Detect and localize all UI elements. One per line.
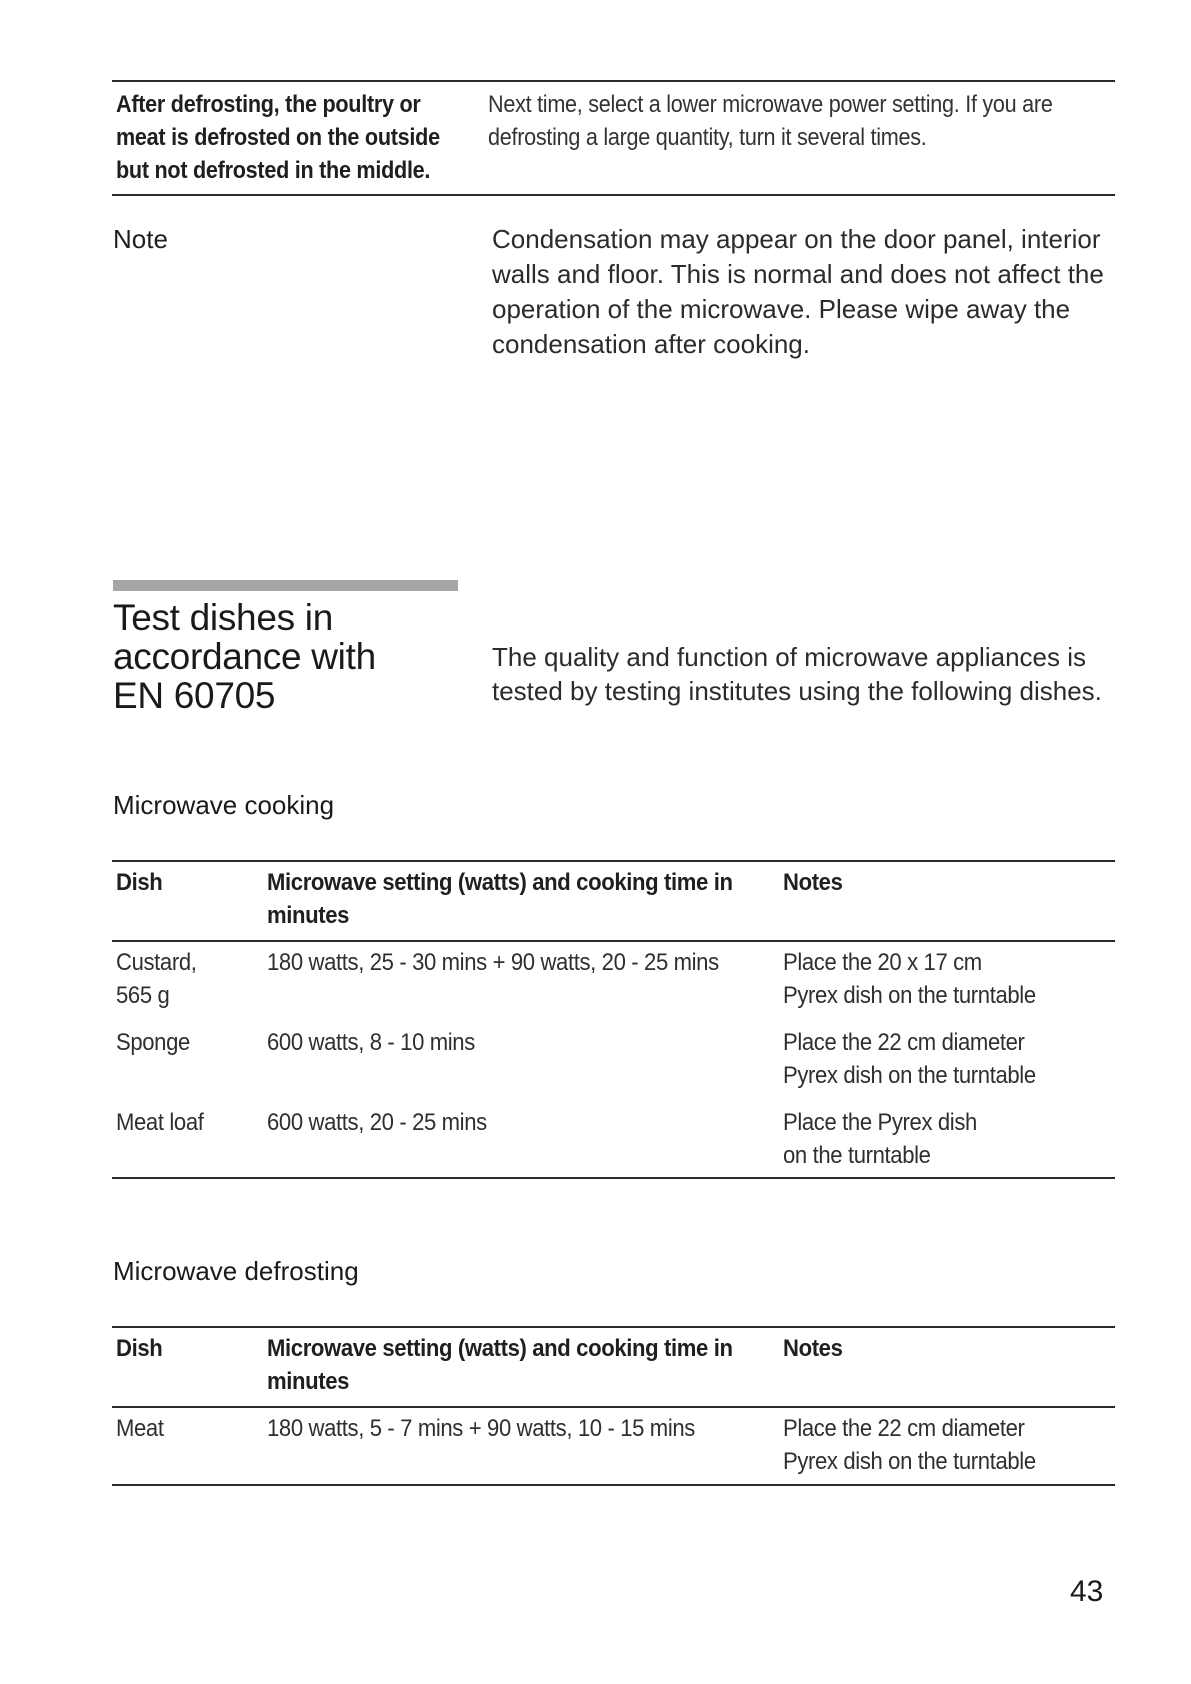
notes-line: Place the 20 x 17 cm — [783, 949, 982, 976]
note-line: walls and floor. This is normal and does not affect the — [492, 259, 1104, 289]
table-row-notes — [783, 1026, 1133, 1092]
note-line: operation of the microwave. Please wipe away the — [492, 294, 1071, 324]
table-row-dish — [116, 1106, 204, 1139]
notes-line: on the turntable — [783, 1142, 931, 1169]
fault-row-bottom-rule — [112, 194, 1115, 196]
section-intro-line: The quality and function of microwave appliances is — [492, 642, 1086, 672]
note-text — [492, 222, 1132, 362]
defrosting-header-setting-line: minutes — [267, 1368, 350, 1395]
section-intro — [492, 640, 1132, 708]
cooking-table-top-rule — [112, 860, 1115, 862]
table-row-notes — [783, 946, 1133, 1012]
defrosting-table-top-rule — [112, 1326, 1115, 1328]
section-title-line: accordance with — [113, 636, 376, 677]
fault-condition-line: but not defrosted in the middle. — [116, 157, 431, 184]
cooking-heading: Microwave cooking — [113, 790, 335, 820]
cooking-header-setting — [267, 866, 782, 932]
fault-condition — [116, 88, 440, 187]
section-intro-line: tested by testing institutes using the following dishes. — [492, 676, 1102, 706]
dish-line: Sponge — [116, 1029, 190, 1056]
notes-line: Place the 22 cm diameter — [783, 1029, 1025, 1056]
notes-line: Place the 22 cm diameter — [783, 1415, 1025, 1442]
defrosting-header-dish: Dish — [116, 1335, 163, 1362]
cooking-header-dish: Dish — [116, 869, 163, 896]
note-line: condensation after cooking. — [492, 329, 810, 359]
fault-condition-line: After defrosting, the poultry or — [116, 91, 421, 118]
table-row-dish — [116, 946, 197, 1012]
table-row-setting: 600 watts, 20 - 25 mins — [267, 1109, 487, 1136]
defrosting-table-bottom-rule — [112, 1484, 1115, 1486]
note-line: Condensation may appear on the door panel, interior — [492, 224, 1101, 254]
dish-line: Meat — [116, 1415, 164, 1442]
notes-line: Pyrex dish on the turntable — [783, 1448, 1036, 1475]
fault-remedy-line: defrosting a large quantity, turn it several times. — [488, 124, 927, 151]
cooking-table-bottom-rule — [112, 1177, 1115, 1179]
table-row-notes — [783, 1106, 1133, 1172]
top-rule — [112, 80, 1115, 82]
table-row-dish — [116, 1412, 164, 1445]
notes-line: Pyrex dish on the turntable — [783, 1062, 1036, 1089]
cooking-header-notes: Notes — [783, 869, 843, 896]
section-title-line: EN 60705 — [113, 675, 276, 716]
cooking-header-setting-line: minutes — [267, 902, 350, 929]
table-row-setting: 180 watts, 5 - 7 mins + 90 watts, 10 - 15 mins — [267, 1415, 695, 1442]
table-row-setting: 180 watts, 25 - 30 mins + 90 watts, 20 - 25 mins — [267, 949, 719, 976]
fault-remedy — [488, 88, 1082, 154]
dish-line: Custard, — [116, 949, 197, 976]
section-title — [113, 598, 473, 715]
page-number: 43 — [1070, 1575, 1104, 1608]
defrosting-header-setting — [267, 1332, 782, 1398]
table-row-notes — [783, 1412, 1133, 1478]
notes-line: Pyrex dish on the turntable — [783, 982, 1036, 1009]
defrosting-header-notes: Notes — [783, 1335, 843, 1362]
dish-line: 565 g — [116, 982, 170, 1009]
table-row-setting: 600 watts, 8 - 10 mins — [267, 1029, 475, 1056]
defrosting-header-setting-line: Microwave setting (watts) and cooking time in — [267, 1335, 733, 1362]
defrosting-heading: Microwave defrosting — [113, 1256, 359, 1286]
fault-condition-line: meat is defrosted on the outside — [116, 124, 440, 151]
section-title-line: Test dishes in — [113, 597, 333, 638]
fault-remedy-line: Next time, select a lower microwave power setting. If you are — [488, 91, 1053, 118]
table-row-dish — [116, 1026, 190, 1059]
section-divider-bar — [113, 580, 458, 591]
cooking-header-rule — [112, 940, 1115, 942]
note-label: Note — [113, 224, 168, 254]
defrosting-header-rule — [112, 1406, 1115, 1408]
notes-line: Place the Pyrex dish — [783, 1109, 977, 1136]
dish-line: Meat loaf — [116, 1109, 204, 1136]
cooking-header-setting-line: Microwave setting (watts) and cooking time in — [267, 869, 733, 896]
